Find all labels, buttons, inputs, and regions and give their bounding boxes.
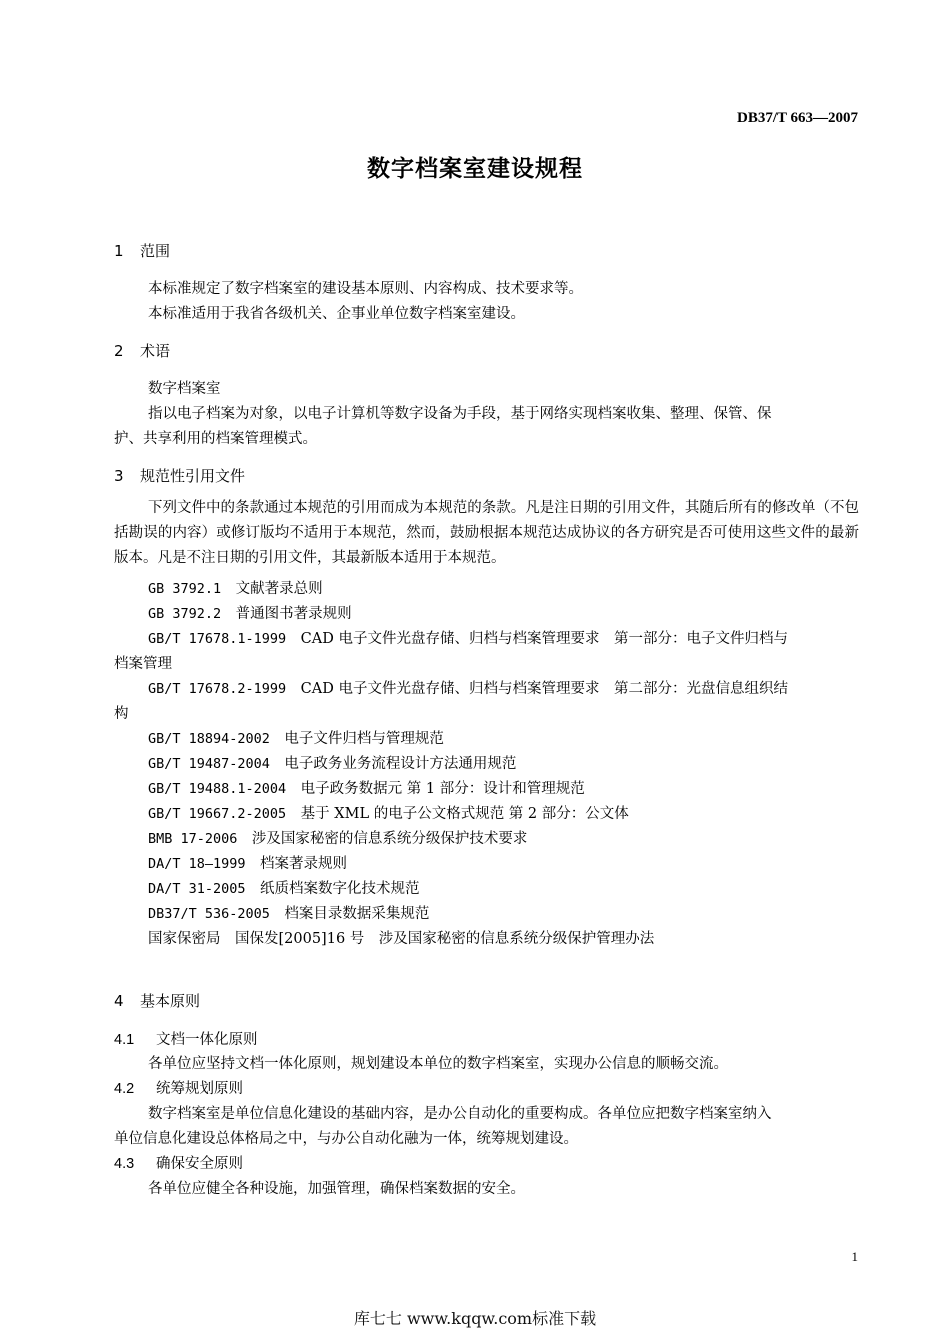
reference-code: 国家保密局 国保发[2005]16 号 xyxy=(148,931,365,947)
reference-title: 基于 XML 的电子公文格式规范 第 2 部分：公文体 xyxy=(300,806,629,822)
reference-item xyxy=(148,827,527,848)
section-3-heading xyxy=(114,465,245,486)
references-intro: 下列文件中的条款通过本规范的引用而成为本规范的条款。凡是注日期的引用文件，其随后所有的修改单（不包括勘误的内容）或修订版均不适用于本规范，然而，鼓励根据本规范达成协议的各方研究是否可使用这些文件的最新版本。凡是不注日期的引用文件，其最新版本适用于本规范。 xyxy=(114,500,859,566)
reference-item xyxy=(148,927,654,948)
section-title: 基本原则 xyxy=(140,992,201,1010)
section-number: 3 xyxy=(114,467,124,485)
reference-title: 电子政务数据元 第 1 部分：设计和管理规范 xyxy=(300,781,585,797)
page-number: 1 xyxy=(851,1249,858,1264)
standard-number: DB37/T 663—2007 xyxy=(737,110,858,126)
reference-code: GB/T 17678.1-1999 xyxy=(148,631,287,647)
subsection-title: 文档一体化原则 xyxy=(156,1032,258,1048)
reference-title: CAD 电子文件光盘存储、归档与档案管理要求 第二部分：光盘信息组织结 xyxy=(300,681,788,697)
reference-code: GB/T 19488.1-2004 xyxy=(148,781,287,797)
section-title: 范围 xyxy=(140,242,171,260)
reference-title: 档案目录数据采集规范 xyxy=(284,906,430,922)
term-definition-line: 指以电子档案为对象，以电子计算机等数字设备为手段，基于网络实现档案收集、整理、保管、保 xyxy=(148,406,772,422)
subsection-number: 4.3 xyxy=(114,1156,135,1172)
reference-item xyxy=(148,852,347,873)
section-1-heading xyxy=(114,240,170,261)
reference-title: 纸质档案数字化技术规范 xyxy=(260,881,420,897)
reference-code: GB/T 19667.2-2005 xyxy=(148,806,287,822)
section-title: 术语 xyxy=(140,342,171,360)
subsection-number: 4.1 xyxy=(114,1032,135,1048)
reference-item xyxy=(148,577,323,598)
reference-continuation: 档案管理 xyxy=(114,656,172,672)
reference-code: GB 3792.2 xyxy=(148,606,222,622)
reference-title: 文献著录总则 xyxy=(235,581,323,597)
reference-item xyxy=(148,752,516,773)
reference-code: GB 3792.1 xyxy=(148,581,222,597)
subsection-number: 4.2 xyxy=(114,1081,135,1097)
reference-code: DA/T 18—1999 xyxy=(148,856,246,872)
reference-item xyxy=(148,727,444,748)
footer-watermark: 库七七 www.kqqw.com标准下载 xyxy=(353,1309,597,1328)
term-name: 数字档案室 xyxy=(148,381,221,397)
paragraph-line: 单位信息化建设总体格局之中，与办公自动化融为一体，统筹规划建设。 xyxy=(114,1131,578,1147)
section-number: 2 xyxy=(114,342,124,360)
section-2-heading xyxy=(114,340,170,361)
reference-item xyxy=(148,627,788,648)
reference-title: 电子文件归档与管理规范 xyxy=(284,731,444,747)
reference-item xyxy=(148,902,429,923)
paragraph-line: 数字档案室是单位信息化建设的基础内容，是办公自动化的重要构成。各单位应把数字档案室纳入 xyxy=(148,1106,772,1122)
reference-title: 普通图书著录规则 xyxy=(235,606,352,622)
section-number: 1 xyxy=(114,242,124,260)
paragraph: 本标准适用于我省各级机关、企事业单位数字档案室建设。 xyxy=(148,306,525,322)
section-number: 4 xyxy=(114,992,124,1010)
reference-continuation: 构 xyxy=(114,706,129,722)
document-title: 数字档案室建设规程 xyxy=(367,156,583,182)
reference-code: GB/T 17678.2-1999 xyxy=(148,681,287,697)
subsection-4-3-heading xyxy=(114,1152,243,1173)
subsection-4-2-heading xyxy=(114,1077,243,1098)
subsection-title: 统筹规划原则 xyxy=(156,1081,243,1097)
section-4-heading xyxy=(114,990,200,1011)
reference-code: DA/T 31-2005 xyxy=(148,881,246,897)
reference-title: 涉及国家秘密的信息系统分级保护管理办法 xyxy=(378,931,655,947)
reference-title: CAD 电子文件光盘存储、归档与档案管理要求 第一部分：电子文件归档与 xyxy=(300,631,788,647)
reference-code: GB/T 19487-2004 xyxy=(148,756,270,772)
reference-code: DB37/T 536-2005 xyxy=(148,906,270,922)
term-definition-line: 护、共享利用的档案管理模式。 xyxy=(114,431,317,447)
section-title: 规范性引用文件 xyxy=(140,467,246,485)
reference-title: 档案著录规则 xyxy=(260,856,348,872)
reference-code: GB/T 18894-2002 xyxy=(148,731,270,747)
paragraph: 各单位应坚持文档一体化原则，规划建设本单位的数字档案室，实现办公信息的顺畅交流。 xyxy=(148,1056,728,1072)
reference-item xyxy=(148,677,788,698)
subsection-4-1-heading xyxy=(114,1028,258,1049)
reference-title: 涉及国家秘密的信息系统分级保护技术要求 xyxy=(251,831,528,847)
reference-code: BMB 17-2006 xyxy=(148,831,238,847)
paragraph: 各单位应健全各种设施，加强管理，确保档案数据的安全。 xyxy=(148,1181,525,1197)
reference-title: 电子政务业务流程设计方法通用规范 xyxy=(284,756,517,772)
reference-item xyxy=(148,877,420,898)
reference-item xyxy=(148,802,629,823)
subsection-title: 确保安全原则 xyxy=(156,1156,243,1172)
reference-item xyxy=(148,777,585,798)
reference-item xyxy=(148,602,352,623)
paragraph: 本标准规定了数字档案室的建设基本原则、内容构成、技术要求等。 xyxy=(148,281,583,297)
